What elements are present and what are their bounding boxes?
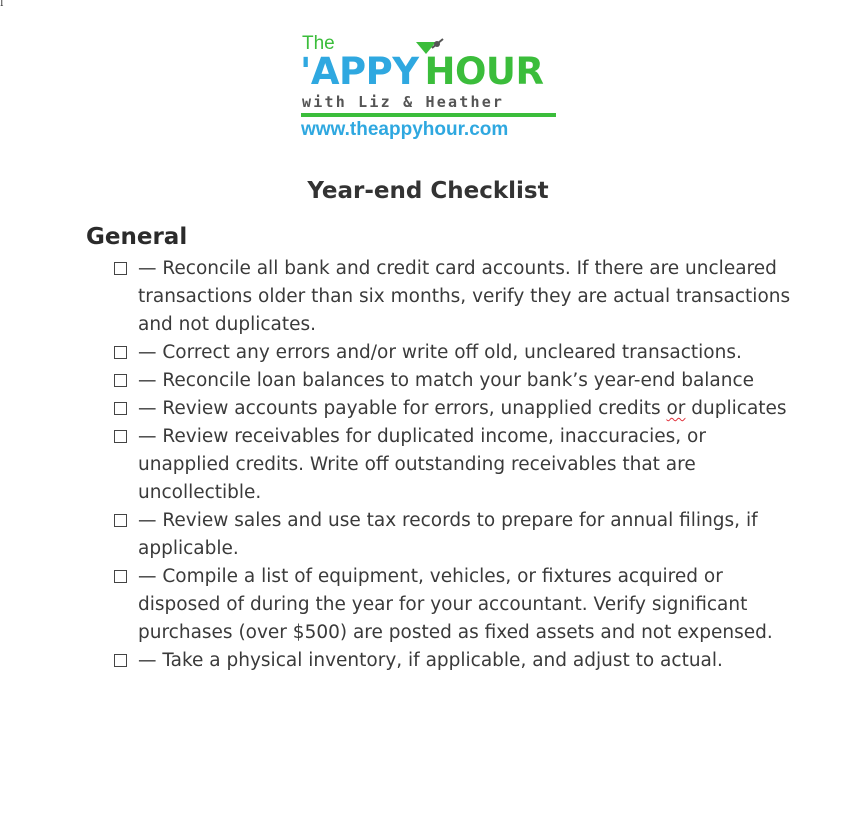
logo-appy-y: Y <box>392 50 419 93</box>
item-dash: — <box>138 426 157 447</box>
checkbox[interactable] <box>114 570 127 583</box>
checkbox[interactable] <box>114 430 127 443</box>
item-dash: — <box>138 342 157 363</box>
logo-appy-left: 'APP <box>300 50 393 93</box>
section-heading: General <box>86 224 188 250</box>
item-dash: — <box>138 566 157 587</box>
item-dash: — <box>138 510 157 531</box>
checklist-item <box>113 395 793 423</box>
logo-divider <box>301 113 556 117</box>
checkbox[interactable] <box>114 374 127 387</box>
checklist-item <box>113 255 793 339</box>
item-text: Review accounts payable for errors, unapplied credits <box>162 398 667 419</box>
item-dash: — <box>138 650 157 671</box>
item-text: Compile a list of equipment, vehicles, or fixtures acquired or disposed of during the year for your accountant. Verify significant purchases (over $500) are posted as fixed assets and not expensed. <box>138 566 773 643</box>
item-text: duplicates <box>685 398 787 419</box>
checkbox[interactable] <box>114 346 127 359</box>
checklist-item <box>113 563 793 647</box>
item-text: Correct any errors and/or write off old, uncleared transactions. <box>162 342 742 363</box>
item-text: Reconcile all bank and credit card accounts. If there are uncleared transactions older than six months, verify they are actual transactions and not duplicates. <box>138 258 791 335</box>
logo-the-text: The <box>302 33 335 54</box>
logo-appy-right: HOUR <box>424 50 544 93</box>
checklist-item <box>113 423 793 507</box>
item-text: Take a physical inventory, if applicable, and adjust to actual. <box>162 650 723 671</box>
item-text: Review receivables for duplicated income, inaccuracies, or unapplied credits. Write off outstanding receivables that are uncollectible. <box>138 426 706 503</box>
logo-wordmark <box>300 52 543 92</box>
checkbox[interactable] <box>114 654 127 667</box>
checklist-item <box>113 367 793 395</box>
item-text: Review sales and use tax records to prepare for annual filings, if applicable. <box>138 510 758 559</box>
page-title: Year-end Checklist <box>307 178 549 204</box>
checkbox[interactable] <box>114 262 127 275</box>
logo-tagline: with Liz & Heather <box>302 93 505 111</box>
checklist-item <box>113 647 793 675</box>
spellcheck-flagged-word: or <box>666 398 686 419</box>
item-dash: — <box>138 370 157 391</box>
checklist-item <box>113 339 793 367</box>
checkbox[interactable] <box>114 514 127 527</box>
logo-url: www.theappyhour.com <box>301 119 509 140</box>
logo <box>298 34 560 142</box>
checklist <box>113 255 793 675</box>
item-dash: — <box>138 258 157 279</box>
checklist-item <box>113 507 793 563</box>
item-dash: — <box>138 398 157 419</box>
item-text: Reconcile loan balances to match your bank’s year-end balance <box>162 370 755 391</box>
checkbox[interactable] <box>114 402 127 415</box>
text-cursor-icon: I <box>0 0 4 9</box>
